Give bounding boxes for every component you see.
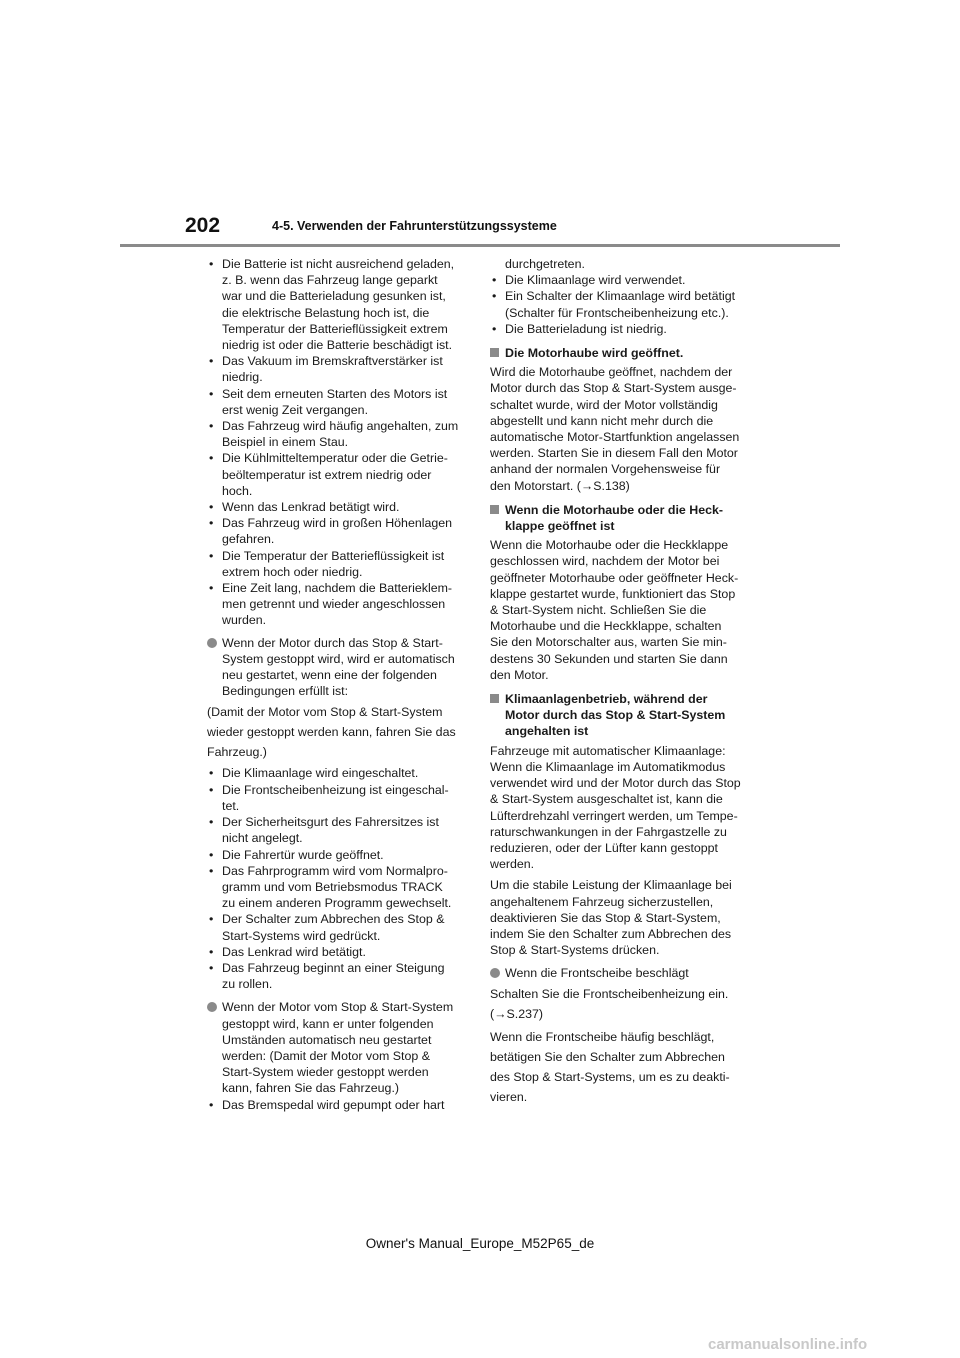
restart-conditions-intro-2: Wenn der Motor vom Stop & Start-System gestoppt wird, kann er unter folgenden Umständen automatisch neu gestartet werden: (Damit der Motor vom Stop & Start-System wieder gestoppt werden kann, fahren Sie das Fahrzeug.)	[207, 999, 467, 1096]
list-item: extrem hoch oder niedrig.	[222, 564, 363, 579]
list-item: • Die Batterieladung ist niedrig.	[490, 321, 750, 337]
restart-note: (Damit der Motor vom Stop & Start-System wieder gestoppt werden kann, fahren Sie das Fahrzeug.)	[207, 705, 456, 760]
list-item: hoch.	[222, 483, 253, 498]
restart-conditions-intro: Wenn der Motor durch das Stop & Start- System gestoppt wird, wird er automatisch neu gestartet, wenn eine der folgenden Bedingungen erfüllt ist:	[207, 635, 467, 700]
left-column	[207, 256, 467, 1113]
list-item: zu einem anderen Programm gewechselt.	[222, 896, 452, 911]
list-item: • Die Temperatur der Batterieflüssigkeit ist	[207, 548, 467, 564]
list-item: • Die Fahrertür wurde geöffnet.	[207, 847, 467, 863]
list-item: • Wenn das Lenkrad betätigt wird.	[207, 499, 467, 515]
heading-hood-opened: Die Motorhaube wird geöffnet.	[490, 345, 750, 361]
square-bullet-icon	[490, 505, 499, 514]
page-number: 202	[185, 214, 221, 237]
circle-bullet-icon	[207, 638, 217, 648]
heading-hood-or-tailgate: Wenn die Motorhaube oder die Heck- klappe geöffnet ist	[490, 502, 750, 534]
conditions-list-3	[207, 1097, 467, 1113]
list-item: • Das Fahrzeug wird in großen Höhenlagen	[207, 515, 467, 531]
list-item: • Das Fahrprogramm wird vom Normalpro-	[207, 863, 467, 879]
list-item: • Die Klimaanlage wird eingeschaltet.	[207, 765, 467, 781]
footer-manual-id: Owner's Manual_Europe_M52P65_de	[365, 1236, 595, 1251]
list-item: Temperatur der Batterieflüssigkeit extrem	[222, 321, 448, 336]
list-item: • Das Vakuum im Bremskraftverstärker ist	[207, 353, 467, 369]
heading-climate-control: Klimaanlagenbetrieb, während der Motor durch das Stop & Start-System angehalten ist	[490, 691, 750, 740]
list-item: • Der Schalter zum Abbrechen des Stop &	[207, 911, 467, 927]
list-item: wurden.	[222, 613, 267, 628]
list-item: • Das Fahrzeug beginnt an einer Steigung	[207, 960, 467, 976]
circle-bullet-icon	[490, 968, 500, 978]
list-item: gramm und vom Betriebsmodus TRACK	[222, 879, 443, 894]
paragraph-defroster: Schalten Sie die Frontscheibenheizung ein. (→S.237)	[490, 986, 729, 1021]
list-item: • Das Bremspedal wird gepumpt oder hart	[207, 1097, 467, 1113]
paragraph-hood-opened: Wird die Motorhaube geöffnet, nachdem der Motor durch das Stop & Start-System ausge- schaltet wurde, wird der Motor vollständig abgestellt und kann nicht mehr durch die automatische Motor-Startfunktion angelassen werden. Starten Sie in diesem Fall den Motor anhand der normalen Vorgehensweise für den Motorstart. (→S.138)	[490, 365, 740, 493]
conditions-list-2	[207, 765, 467, 992]
circle-bullet-icon	[207, 1002, 217, 1012]
list-item: • Der Sicherheitsgurt des Fahrersitzes ist	[207, 814, 467, 830]
list-item: niedrig ist oder die Batterie beschädigt ist.	[222, 338, 453, 353]
list-item: gefahren.	[222, 532, 275, 547]
list-item: durchgetreten.	[505, 257, 585, 271]
paragraph-fog-frequent: Wenn die Frontscheibe häufig beschlägt, betätigen Sie den Schalter zum Abbrechen des Stop & Start-Systems, um es zu deakti- vieren.	[490, 1029, 730, 1104]
list-item: (Schalter für Frontscheibenheizung etc.).	[505, 305, 729, 320]
watermark: carmanualsonline.info	[708, 1336, 868, 1353]
list-item: die elektrische Belastung hoch ist, die	[222, 305, 430, 320]
paragraph-hood-or-tailgate: Wenn die Motorhaube oder die Heckklappe geschlossen wird, nachdem der Motor bei geöffneter Motorhaube oder geöffneter Heck- klappe gestartet wurde, funktioniert das Stop & Start-System nicht. Schließen Sie die Motorhaube und die Heckklappe, schalten Sie den Motorschalter aus, warten Sie min- destens 30 Sekunden und starten Sie dann den Motor.	[490, 538, 739, 682]
paragraph-climate-control: Fahrzeuge mit automatischer Klimaanlage: Wenn die Klimaanlage im Automatikmodus verwendet wird und der Motor durch das Stop & Start-System ausgeschaltet ist, kann die Lüfterdrehzahl verringert werden, um Tempe- raturschwankungen in der Fahrgastzelle zu reduzieren, oder der Lüfter kann gestoppt werden.	[490, 743, 741, 872]
conditions-list-1	[207, 256, 467, 629]
list-item: nicht angelegt.	[222, 831, 303, 846]
right-column	[490, 256, 750, 1107]
list-item: • Die Kühlmitteltemperatur oder die Getrie-	[207, 450, 467, 466]
list-item: men getrennt und wieder angeschlossen	[222, 597, 446, 612]
list-item: zu rollen.	[222, 977, 273, 992]
list-item: war und die Batterieladung gesunken ist,	[222, 289, 446, 304]
windshield-fog-heading: Wenn die Frontscheibe beschlägt	[490, 965, 750, 981]
list-item: • Die Frontscheibenheizung ist eingeschal-	[207, 782, 467, 798]
list-item: erst wenig Zeit vergangen.	[222, 402, 369, 417]
list-item: tet.	[222, 798, 240, 813]
list-item: • Die Klimaanlage wird verwendet.	[490, 272, 750, 288]
list-item: z. B. wenn das Fahrzeug lange geparkt	[222, 273, 438, 288]
paragraph-climate-stable: Um die stabile Leistung der Klimaanlage bei angehaltenem Fahrzeug sicherzustellen, deaktivieren Sie das Stop & Start-System, indem Sie den Schalter zum Abbrechen des Stop & Start-Systems drücken.	[490, 878, 732, 958]
square-bullet-icon	[490, 348, 499, 357]
conditions-list-3-cont	[490, 256, 750, 337]
list-item: • Ein Schalter der Klimaanlage wird betätigt	[490, 288, 750, 304]
list-item: • Das Lenkrad wird betätigt.	[207, 944, 467, 960]
list-item: • Eine Zeit lang, nachdem die Batterieklem-	[207, 580, 467, 596]
list-item: Start-Systems wird gedrückt.	[222, 928, 381, 943]
header-rule	[120, 244, 840, 247]
list-item: Beispiel in einem Stau.	[222, 435, 349, 450]
list-item: • Die Batterie ist nicht ausreichend geladen,	[207, 256, 467, 272]
list-item: beöltemperatur ist extrem niedrig oder	[222, 467, 432, 482]
square-bullet-icon	[490, 694, 499, 703]
list-item: niedrig.	[222, 370, 263, 385]
list-item: • Seit dem erneuten Starten des Motors ist	[207, 386, 467, 402]
section-title: 4-5. Verwenden der Fahrunterstützungssysteme	[272, 219, 557, 233]
list-item: • Das Fahrzeug wird häufig angehalten, zum	[207, 418, 467, 434]
